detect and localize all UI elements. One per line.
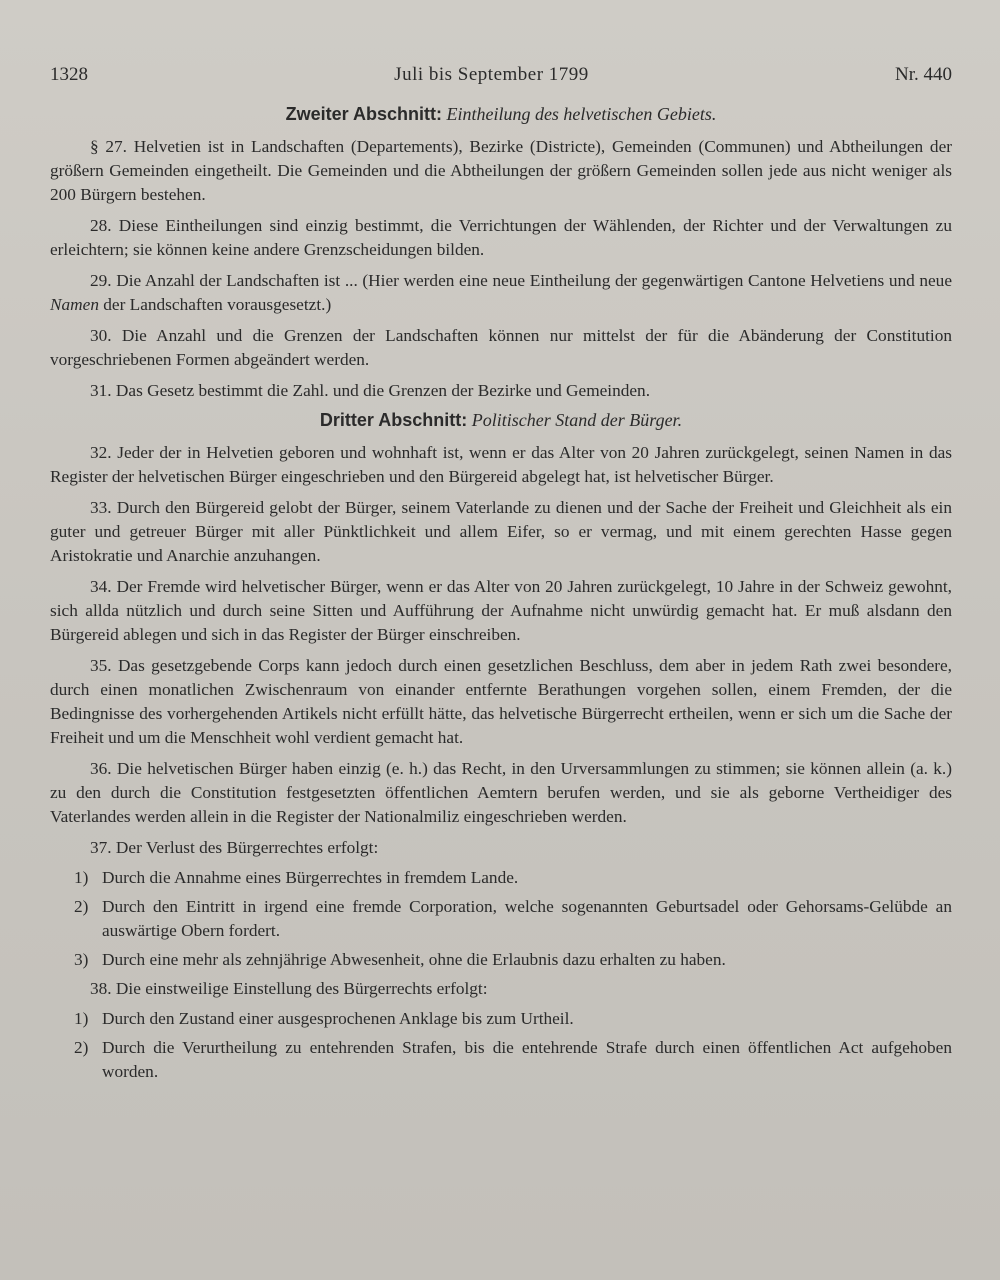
paragraph-27: § 27. Helvetien ist in Landschaften (Departements), Bezirke (Districte), Gemeinden (Communen) und Abtheilungen der größern Gemeinden eingetheilt. Die Gemeinden und die Abtheilungen der größern Gemeinden sollen jede aus nicht weniger als 200 Bürgern bestehen. xyxy=(50,137,952,204)
list-item-text: Durch eine mehr als zehnjährige Abwesenheit, ohne die Erlaubnis dazu erhalten zu haben. xyxy=(102,950,726,969)
paragraph-28: 28. Diese Eintheilungen sind einzig bestimmt, die Verrichtungen der Wählenden, der Richter und der Verwaltungen zu erleichtern; sie können keine andere Grenzscheidungen bilden. xyxy=(50,216,952,259)
list-item-number: 1) xyxy=(74,868,89,887)
paragraph-33: 33. Durch den Bürgereid gelobt der Bürger, seinem Vaterlande zu dienen und der Sache der Freiheit und Gleichheit als ein guter und getreuer Bürger mit aller Pünktlichkeit und allem Eifer, so er vermag, und mit einem gerechten Hasse gegen Aristokratie und Anarchie anzuhangen. xyxy=(50,498,952,565)
paragraph-29-text-b: der Landschaften vorausgesetzt.) xyxy=(98,295,332,314)
paragraph-31: 31. Das Gesetz bestimmt die Zahl. und die Grenzen der Bezirke und Gemeinden. xyxy=(90,381,651,400)
list-item-number: 1) xyxy=(74,1009,89,1028)
list-item-text: Durch die Verurtheilung zu entehrenden Strafen, bis die entehrende Strafe durch einen öffentlichen Act aufgehoben worden. xyxy=(102,1038,952,1081)
list-item-text: Durch den Eintritt in irgend eine fremde Corporation, welche sogenannten Geburtsadel oder Gehorsams-Gelübde an auswärtige Obern fordert. xyxy=(102,897,952,940)
paragraph-34: 34. Der Fremde wird helvetischer Bürger, wenn er das Alter von 20 Jahren zurückgelegt, 10 Jahre in der Schweiz gewohnt, sich allda nützlich und durch seine Sitten und Aufführung der Aufnahme nicht unwürdig gemacht hat. Er muß alsdann den Bürgereid ablegen und sich in das Register der Bürger einschreiben. xyxy=(50,577,952,644)
paragraph-32: 32. Jeder der in Helvetien geboren und wohnhaft ist, wenn er das Alter von 20 Jahren zurückgelegt, seinen Namen in das Register der helvetischen Bürger eingeschrieben und den Bürgereid abgelegt hat, ist helvetischer Bürger. xyxy=(50,443,952,486)
list-item-number: 3) xyxy=(74,950,89,969)
paragraph-29 xyxy=(50,269,952,317)
paragraph-35: 35. Das gesetzgebende Corps kann jedoch durch einen gesetzlichen Beschluss, dem aber in jedem Rath zwei besondere, durch einen monatlichen Zwischenraum von einander entfernte Berathungen vorgehen sollen, einem Fremden, der die Bedingnisse des vorhergehenden Artikels nicht erfüllt hätte, das helvetische Bürgerrecht ertheilen, wenn er sich um die Sache der Freiheit und um die Menschheit wohl verdient gemacht hat. xyxy=(50,656,952,747)
section-title: Eintheilung des helvetischen Gebiets. xyxy=(446,104,717,124)
list-item xyxy=(50,866,952,890)
paragraph-37-intro: 37. Der Verlust des Bürgerrechtes erfolgt: xyxy=(90,838,379,857)
list-item xyxy=(50,895,952,943)
section-label: Zweiter Abschnitt: xyxy=(285,104,442,124)
section-heading-2 xyxy=(50,104,952,125)
list-item-text: Durch den Zustand einer ausgesprochenen Anklage bis zum Urtheil. xyxy=(102,1009,574,1028)
paragraph-36: 36. Die helvetischen Bürger haben einzig (e. h.) das Recht, in den Urversammlungen zu stimmen; sie können allein (a. k.) zu den durch die Constitution festgesetzten öffentlichen Aemtern berufen werden, und sie als geborne Vertheidiger des Vaterlandes werden allein in die Register der Nationalmiliz eingeschrieben werden. xyxy=(50,759,952,826)
page-header xyxy=(50,64,952,86)
page-number: 1328 xyxy=(50,64,88,85)
paragraph-38-intro: 38. Die einstweilige Einstellung des Bürgerrechts erfolgt: xyxy=(90,979,488,998)
date-range: Juli bis September 1799 xyxy=(394,64,589,85)
list-item-number: 2) xyxy=(74,1038,89,1057)
paragraph-29-emphasis: Namen xyxy=(50,295,99,314)
list-item xyxy=(50,1007,952,1031)
section-label: Dritter Abschnitt: xyxy=(319,410,468,430)
list-item xyxy=(50,1036,952,1084)
list-item-text: Durch die Annahme eines Bürgerrechtes in fremdem Lande. xyxy=(102,868,519,887)
paragraph-30: 30. Die Anzahl und die Grenzen der Landschaften können nur mittelst der für die Abänderung der Constitution vorgeschriebenen Formen abgeändert werden. xyxy=(50,326,952,369)
paragraph-29-text-a: 29. Die Anzahl der Landschaften ist ... (Hier werden eine neue Eintheilung der gegenwärtigen Cantone Helvetiens und neue xyxy=(90,271,952,290)
list-item xyxy=(50,948,952,972)
document-number: Nr. 440 xyxy=(894,64,952,85)
list-item-number: 2) xyxy=(74,897,89,916)
section-heading-3 xyxy=(50,410,952,431)
section-title: Politischer Stand der Bürger. xyxy=(471,410,683,430)
